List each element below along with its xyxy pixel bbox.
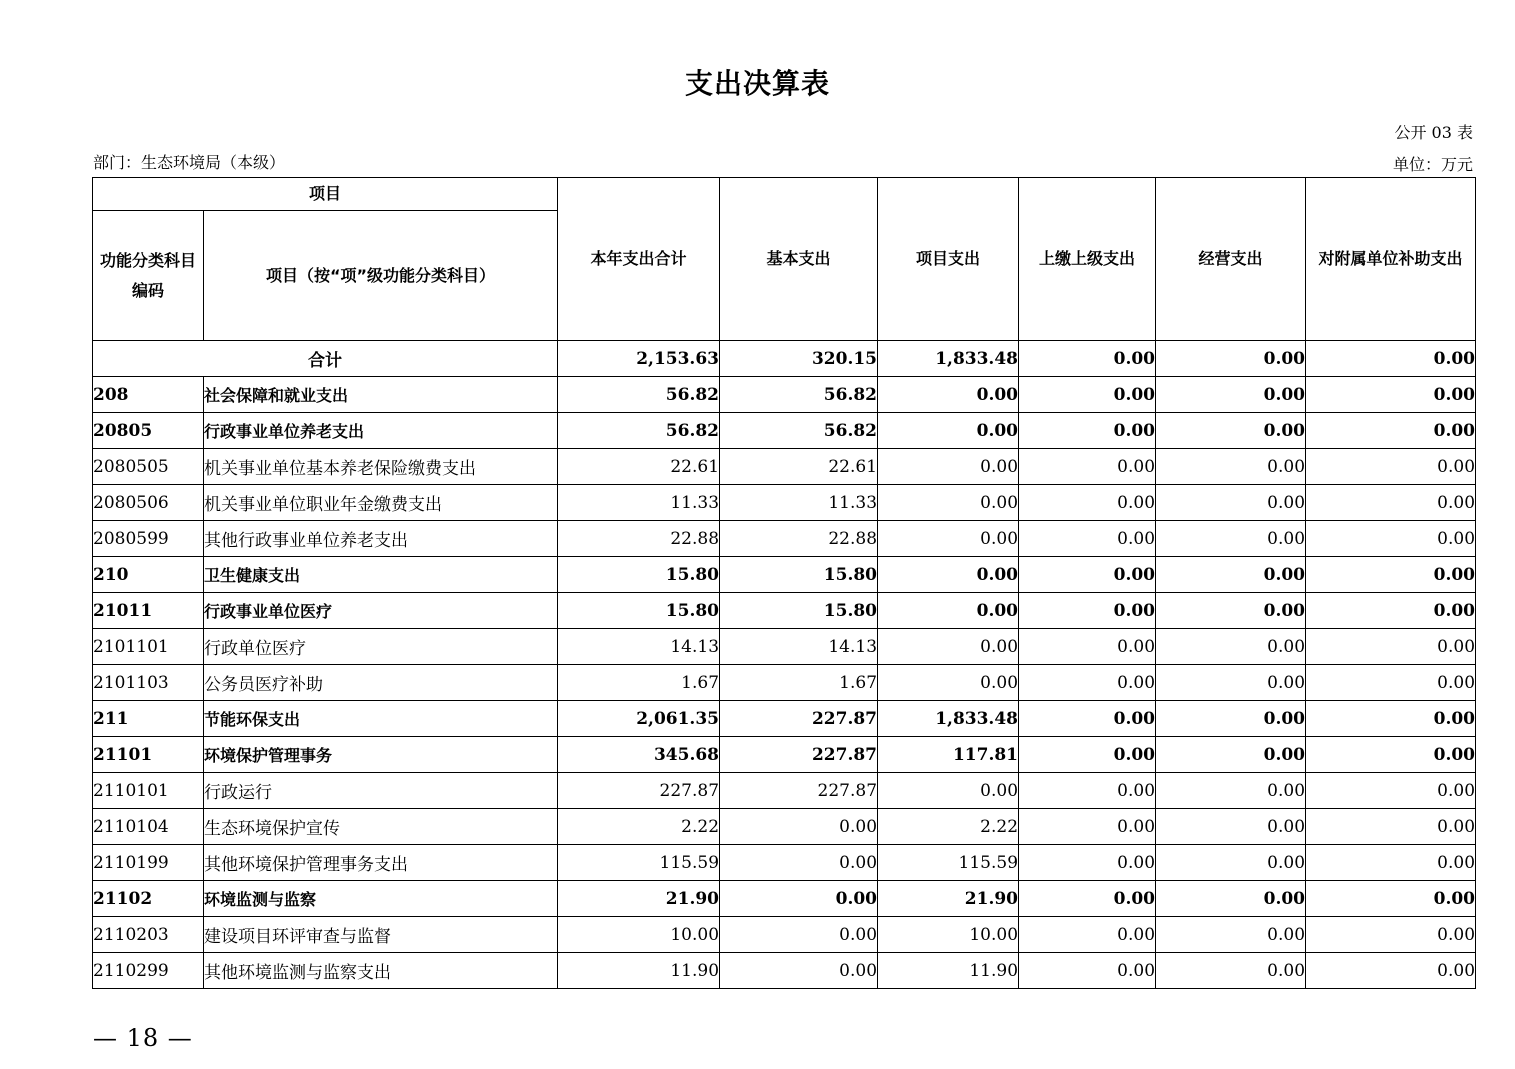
header-code: 功能分类科目编码 [93,211,204,341]
header-basic: 基本支出 [720,178,878,341]
header-project: 项目支出 [878,178,1019,341]
row-project: 0.00 [878,521,1019,557]
row-business: 0.00 [1156,629,1306,665]
page-number: — 18 — [93,1024,193,1052]
row-upper: 0.00 [1019,557,1156,593]
row-code: 21011 [93,593,204,629]
row-name: 公务员医疗补助 [204,665,558,701]
row-name: 卫生健康支出 [204,557,558,593]
expenditure-table [92,177,1476,989]
row-upper: 0.00 [1019,953,1156,989]
row-project: 0.00 [878,449,1019,485]
row-code: 211 [93,701,204,737]
row-code: 2080506 [93,485,204,521]
table-row [93,737,1476,773]
row-basic: 0.00 [720,809,878,845]
row-code: 2101101 [93,629,204,665]
row-total: 14.13 [558,629,720,665]
row-upper: 0.00 [1019,881,1156,917]
table-row [93,377,1476,413]
row-project: 1,833.48 [878,701,1019,737]
row-total: 227.87 [558,773,720,809]
row-project: 115.59 [878,845,1019,881]
row-total: 21.90 [558,881,720,917]
row-subsidy: 0.00 [1306,953,1476,989]
table-row [93,665,1476,701]
row-upper: 0.00 [1019,665,1156,701]
form-number: 公开 03 表 [1394,123,1473,142]
row-code: 20805 [93,413,204,449]
row-upper: 0.00 [1019,917,1156,953]
row-business: 0.00 [1156,845,1306,881]
row-business: 0.00 [1156,809,1306,845]
row-name: 机关事业单位基本养老保险缴费支出 [204,449,558,485]
row-name: 行政单位医疗 [204,629,558,665]
row-name: 生态环境保护宣传 [204,809,558,845]
row-code: 2110199 [93,845,204,881]
row-subsidy: 0.00 [1306,701,1476,737]
page-title: 支出决算表 [684,67,830,100]
row-basic: 1.67 [720,665,878,701]
table-row [93,773,1476,809]
row-code: 2110299 [93,953,204,989]
row-upper: 0.00 [1019,593,1156,629]
table-row [93,881,1476,917]
row-code: 2110104 [93,809,204,845]
row-code: 2080599 [93,521,204,557]
row-basic: 15.80 [720,593,878,629]
row-business: 0.00 [1156,377,1306,413]
header-upper: 上缴上级支出 [1019,178,1156,341]
row-basic: 56.82 [720,413,878,449]
row-name: 行政事业单位医疗 [204,593,558,629]
row-basic: 56.82 [720,377,878,413]
table-row [93,845,1476,881]
row-upper: 0.00 [1019,629,1156,665]
row-business: 0.00 [1156,737,1306,773]
header-business: 经营支出 [1156,178,1306,341]
row-subsidy: 0.00 [1306,809,1476,845]
row-name: 社会保障和就业支出 [204,377,558,413]
row-business: 0.00 [1156,521,1306,557]
row-subsidy: 0.00 [1306,593,1476,629]
row-total: 11.33 [558,485,720,521]
row-upper: 0.00 [1019,413,1156,449]
row-code: 21101 [93,737,204,773]
row-basic: 14.13 [720,629,878,665]
row-basic: 227.87 [720,737,878,773]
row-total: 2,061.35 [558,701,720,737]
row-subsidy: 0.00 [1306,413,1476,449]
row-business: 0.00 [1156,557,1306,593]
summary-total: 2,153.63 [558,341,720,377]
row-name: 其他环境保护管理事务支出 [204,845,558,881]
row-total: 11.90 [558,953,720,989]
row-subsidy: 0.00 [1306,377,1476,413]
row-upper: 0.00 [1019,845,1156,881]
unit-label: 单位：万元 [1392,155,1473,174]
row-project: 117.81 [878,737,1019,773]
row-name: 其他行政事业单位养老支出 [204,521,558,557]
row-project: 0.00 [878,413,1019,449]
row-project: 2.22 [878,809,1019,845]
row-code: 21102 [93,881,204,917]
row-upper: 0.00 [1019,737,1156,773]
row-subsidy: 0.00 [1306,917,1476,953]
row-project: 0.00 [878,773,1019,809]
row-subsidy: 0.00 [1306,557,1476,593]
row-total: 10.00 [558,917,720,953]
table-row [93,449,1476,485]
row-upper: 0.00 [1019,521,1156,557]
row-basic: 11.33 [720,485,878,521]
header-subsidy: 对附属单位补助支出 [1306,178,1476,341]
row-total: 1.67 [558,665,720,701]
row-code: 2080505 [93,449,204,485]
row-business: 0.00 [1156,953,1306,989]
row-subsidy: 0.00 [1306,485,1476,521]
summary-subsidy: 0.00 [1306,341,1476,377]
table-row [93,521,1476,557]
summary-upper: 0.00 [1019,341,1156,377]
table-row [93,593,1476,629]
row-name: 环境保护管理事务 [204,737,558,773]
row-total: 56.82 [558,377,720,413]
row-subsidy: 0.00 [1306,629,1476,665]
summary-basic: 320.15 [720,341,878,377]
table-row [93,917,1476,953]
row-total: 345.68 [558,737,720,773]
row-project: 11.90 [878,953,1019,989]
row-project: 0.00 [878,485,1019,521]
summary-label: 合计 [93,341,558,377]
row-total: 22.61 [558,449,720,485]
summary-business: 0.00 [1156,341,1306,377]
row-subsidy: 0.00 [1306,449,1476,485]
row-basic: 227.87 [720,701,878,737]
row-name: 建设项目环评审查与监督 [204,917,558,953]
row-project: 0.00 [878,665,1019,701]
row-subsidy: 0.00 [1306,773,1476,809]
table-row [93,809,1476,845]
row-basic: 0.00 [720,845,878,881]
row-total: 15.80 [558,557,720,593]
row-business: 0.00 [1156,449,1306,485]
row-basic: 0.00 [720,953,878,989]
row-name: 行政运行 [204,773,558,809]
row-code: 2101103 [93,665,204,701]
summary-row [93,341,1476,377]
row-upper: 0.00 [1019,773,1156,809]
row-project: 21.90 [878,881,1019,917]
row-name: 节能环保支出 [204,701,558,737]
row-code: 208 [93,377,204,413]
row-subsidy: 0.00 [1306,521,1476,557]
table-row [93,629,1476,665]
department-label: 部门：生态环境局（本级） [93,153,286,172]
row-total: 115.59 [558,845,720,881]
row-basic: 227.87 [720,773,878,809]
header-item: 项目 [93,178,558,211]
row-upper: 0.00 [1019,377,1156,413]
row-upper: 0.00 [1019,809,1156,845]
table-row [93,953,1476,989]
row-total: 15.80 [558,593,720,629]
row-code: 210 [93,557,204,593]
row-subsidy: 0.00 [1306,845,1476,881]
table-row [93,557,1476,593]
row-project: 10.00 [878,917,1019,953]
row-basic: 22.88 [720,521,878,557]
table-row [93,485,1476,521]
row-business: 0.00 [1156,665,1306,701]
row-project: 0.00 [878,629,1019,665]
row-code: 2110101 [93,773,204,809]
row-business: 0.00 [1156,773,1306,809]
row-business: 0.00 [1156,917,1306,953]
row-subsidy: 0.00 [1306,665,1476,701]
row-subsidy: 0.00 [1306,737,1476,773]
row-project: 0.00 [878,593,1019,629]
row-name: 其他环境监测与监察支出 [204,953,558,989]
row-total: 2.22 [558,809,720,845]
row-upper: 0.00 [1019,449,1156,485]
row-upper: 0.00 [1019,485,1156,521]
row-project: 0.00 [878,557,1019,593]
header-total: 本年支出合计 [558,178,720,341]
row-business: 0.00 [1156,701,1306,737]
row-basic: 0.00 [720,917,878,953]
table-row [93,701,1476,737]
row-subsidy: 0.00 [1306,881,1476,917]
row-total: 56.82 [558,413,720,449]
header-name: 项目（按“项”级功能分类科目） [204,211,558,341]
table-row [93,413,1476,449]
row-name: 环境监测与监察 [204,881,558,917]
row-basic: 15.80 [720,557,878,593]
row-business: 0.00 [1156,413,1306,449]
row-business: 0.00 [1156,593,1306,629]
row-total: 22.88 [558,521,720,557]
row-code: 2110203 [93,917,204,953]
row-project: 0.00 [878,377,1019,413]
row-upper: 0.00 [1019,701,1156,737]
row-basic: 22.61 [720,449,878,485]
summary-project: 1,833.48 [878,341,1019,377]
row-name: 机关事业单位职业年金缴费支出 [204,485,558,521]
row-business: 0.00 [1156,485,1306,521]
row-basic: 0.00 [720,881,878,917]
row-business: 0.00 [1156,881,1306,917]
row-name: 行政事业单位养老支出 [204,413,558,449]
